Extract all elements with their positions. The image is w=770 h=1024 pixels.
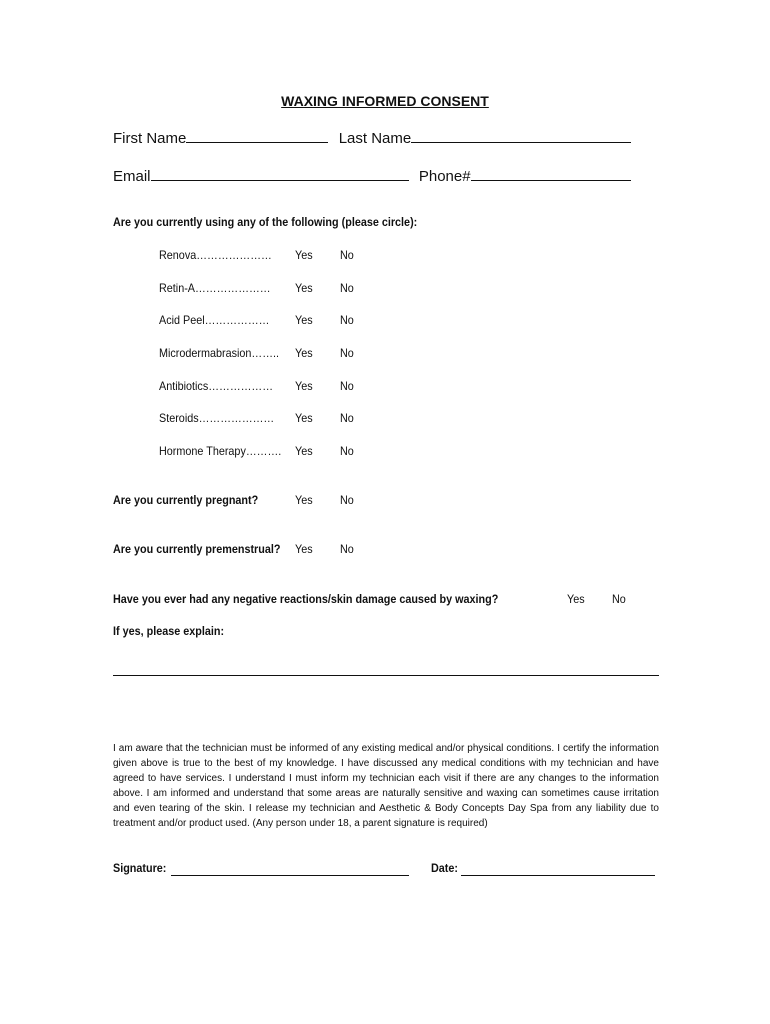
reactions-question: Have you ever had any negative reactions/skin damage caused by waxing? [113,592,499,606]
email-label: Email [113,168,151,185]
reactions-yes-option[interactable]: Yes [567,592,585,606]
medication-yes-option[interactable]: Yes [295,444,313,458]
date-field[interactable] [461,861,655,876]
signature-label: Signature: [113,861,167,875]
premenstrual-question: Are you currently premenstrual? [113,542,281,556]
medication-label: Renova………………… [159,248,272,262]
medication-no-option[interactable]: No [340,346,354,360]
medication-no-option[interactable]: No [340,313,354,327]
first-name-row [113,128,631,147]
medication-label: Acid Peel……………… [159,313,270,327]
phone-label: Phone# [418,168,471,185]
medication-label: Steroids………………… [159,411,275,425]
date-label: Date: [431,861,459,875]
first-name-label: First Name [113,130,187,147]
consent-paragraph: I am aware that the technician must be informed of any existing medical and/or physical conditions. I certify the information given above is true to the best of my knowledge. I have discussed any medical conditions with my technician and have agreed to have services. I understand I must inform my technician each visit if there are any changes to the information above. I am informed and understand that some areas are naturally sensitive and waxing can sometimes cause irritation and even tearing of the skin. I release my technician and Aesthetic & Body Concepts Day Spa from any liability due to treatment and/or product used. (Any person under 18, a parent signature is required) [113,743,659,829]
medication-no-option[interactable]: No [340,379,354,393]
last-name-label: Last Name [338,130,412,147]
medication-no-option[interactable]: No [340,281,354,295]
premenstrual-no-option[interactable]: No [340,542,354,556]
explain-field[interactable] [113,675,659,676]
first-name-field[interactable] [186,128,328,143]
explain-label: If yes, please explain: [113,624,225,638]
medication-no-option[interactable]: No [340,444,354,458]
medication-yes-option[interactable]: Yes [295,379,313,393]
medication-label: Antibiotics……………… [159,379,274,393]
page-title: WAXING INFORMED CONSENT [281,93,489,109]
last-name-field[interactable] [411,128,631,143]
pregnant-question: Are you currently pregnant? [113,493,259,507]
medication-label: Retin-A………………… [159,281,271,295]
signature-row [113,861,172,875]
medication-label: Hormone Therapy………. [159,444,282,458]
email-field[interactable] [151,166,409,181]
signature-field[interactable] [171,861,409,876]
medication-yes-option[interactable]: Yes [295,248,313,262]
pregnant-yes-option[interactable]: Yes [295,493,313,507]
medication-yes-option[interactable]: Yes [295,346,313,360]
medication-no-option[interactable]: No [340,248,354,262]
medication-yes-option[interactable]: Yes [295,411,313,425]
email-phone-row [113,166,631,185]
medications-question: Are you currently using any of the following (please circle): [113,215,418,229]
date-row [431,861,461,875]
medication-yes-option[interactable]: Yes [295,313,313,327]
premenstrual-yes-option[interactable]: Yes [295,542,313,556]
medication-label: Microdermabrasion…….. [159,346,280,360]
phone-field[interactable] [471,166,631,181]
reactions-no-option[interactable]: No [612,592,626,606]
medication-no-option[interactable]: No [340,411,354,425]
medication-yes-option[interactable]: Yes [295,281,313,295]
pregnant-no-option[interactable]: No [340,493,354,507]
